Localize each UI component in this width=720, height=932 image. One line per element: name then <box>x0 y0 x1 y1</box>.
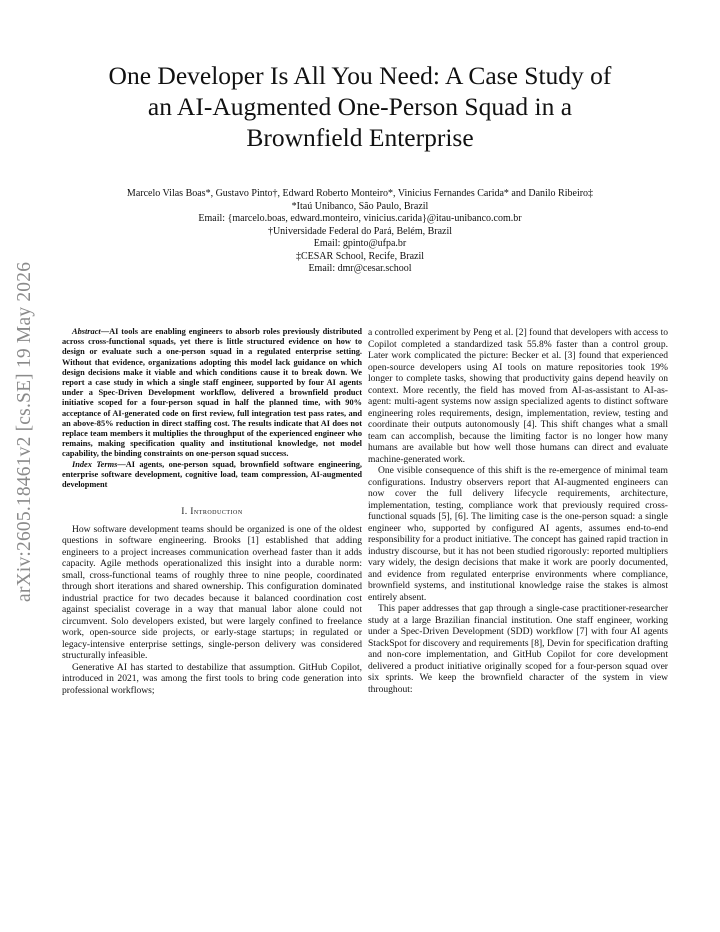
arxiv-id-text: arXiv:2605.18461v2 [cs.SE] 19 May 2026 <box>14 261 35 602</box>
author-names: Marcelo Vilas Boas*, Gustavo Pinto†, Edward Roberto Monteiro*, Vinicius Fernandes Carida* and Danilo Ribeiro‡ <box>126 188 594 199</box>
intro-paragraph-3: a controlled experiment by Peng et al. [2] found that developers with access to Copilot completed a standardized task 55.8% faster than a control group. Later work complicated the picture: Becker et al. [3] found that experienced open-source developers using AI tools on mature repositories took 19% longer to complete tasks, showing that productivity gains depend heavily on context. More recently, the field has moved from AI-as-assistant to AI-as-agent: multi-agent systems now assign specialized agents to distinct software engineering roles requirements, design, implementation, review, testing and coordinate their outputs autonomously [4]. This shift changes what a small team can accomplish, because the limiting factor is no longer how many humans are available but how well those humans can direct and evaluate machine-generated work. <box>368 327 668 465</box>
paper-title <box>60 60 660 153</box>
intro-paragraph-5: This paper addresses that gap through a single-case practitioner-researcher study at a large Brazilian financial institution. One staff engineer, working under a Spec-Driven Development (SDD) workflow [7] with four AI agents StackSpot for discovery and requirements [8], Devin for specification drafting and non-core implementation, and GitHub Copilot for core development delivered a product initiative originally scoped for a four-person squad over six sprints. We keep the brownfield character of the system in view throughout: <box>368 603 668 695</box>
affiliation-3: ‡CESAR School, Recife, Brazil <box>295 250 425 262</box>
index-terms <box>62 460 362 491</box>
title-line-2: an AI-Augmented One-Person Squad in a <box>147 92 573 121</box>
author-block <box>40 188 680 276</box>
intro-paragraph-1: How software development teams should be organized is one of the oldest questions in software engineering. Brooks [1] established that adding engineers to a project increases communication overhead faster than it adds capacity. Agile methods operationalized this insight into a durable norm: small, cross-functional teams of roughly three to nine people, coordinated through short iterations and shared ownership. This configuration dominated industrial practice for two decades because it balanced coordination cost against specialist coverage in a way that manual labor alone could not circumvent. Solo developers existed, but were largely confined to freelance work, open-source side projects, or early-stage startups; in regulated or legacy-intensive enterprise settings, single-person delivery was considered structurally infeasible. <box>62 523 362 662</box>
email-3: Email: dmr@cesar.school <box>308 263 412 274</box>
intro-paragraph-2: Generative AI has started to destabilize that assumption. GitHub Copilot, introduced in 2021, was among the first tools to bring code generation into professional workflows; <box>62 661 362 696</box>
right-column <box>368 327 668 695</box>
abstract-text: —AI tools are enabling engineers to absorb roles previously distributed across cross-functional squads, yet there is little structured evidence on how to design or evaluate such a one-person squad in a regulated enterprise setting. Without that evidence, organizations adopting this model lack guidance on which design decisions make it viable and which conditions cause it to break down. We report a case study in which a single staff engineer, supported by four AI agents under a Spec-Driven Development workflow, delivered a brownfield product initiative scoped for a four-person squad in half the planned time, with 90% acceptance of AI-generated code on first review, full integration test pass rates, and an above-85% reduction in direct staffing cost. The results indicate that AI does not replace team members it multiplies the throughput of the experienced engineer who remains, making specification quality and institutional knowledge, not model capability, the binding constraints on one-person squad success. <box>62 327 362 459</box>
section-heading-introduction: I. Introduction <box>181 506 243 517</box>
abstract-label: Abstract <box>72 327 101 336</box>
arxiv-identifier <box>2 246 42 606</box>
affiliation-2: †Universidade Federal do Pará, Belém, Brazil <box>267 225 453 237</box>
email-1: Email: {marcelo.boas, edward.monteiro, vinicius.carida}@itau-unibanco.com.br <box>198 213 522 224</box>
intro-paragraph-4: One visible consequence of this shift is the re-emergence of minimal team configurations. Industry observers report that AI-augmented engineers can now cover the full delivery lifecycle requirements, architecture, implementation, testing, compliance work that previously required cross-functional squads [5], [6]. The limiting case is the one-person squad: a single engineer who, supported by configured AI agents, assumes end-to-end responsibility for a product initiative. The concept has gained rapid traction in industry discourse, but it has not been studied rigorously: reported multipliers vary widely, the design decisions that make it work are poorly documented, and evidence from regulated enterprise environments where compliance, brownfield systems, and institutional knowledge raise the stakes is almost entirely absent. <box>368 465 668 603</box>
email-2: Email: gpinto@ufpa.br <box>313 238 407 249</box>
title-line-1: One Developer Is All You Need: A Case Study of <box>108 61 612 90</box>
index-terms-text: —AI agents, one-person squad, brownfield software engineering, enterprise software development, cognitive load, team compression, AI-augmented development <box>62 459 362 490</box>
index-terms-label: Index Terms <box>72 459 118 469</box>
affiliation-1: *Itaú Unibanco, São Paulo, Brazil <box>291 200 429 212</box>
abstract <box>62 327 362 460</box>
left-column <box>62 327 362 696</box>
title-line-3: Brownfield Enterprise <box>246 123 474 152</box>
